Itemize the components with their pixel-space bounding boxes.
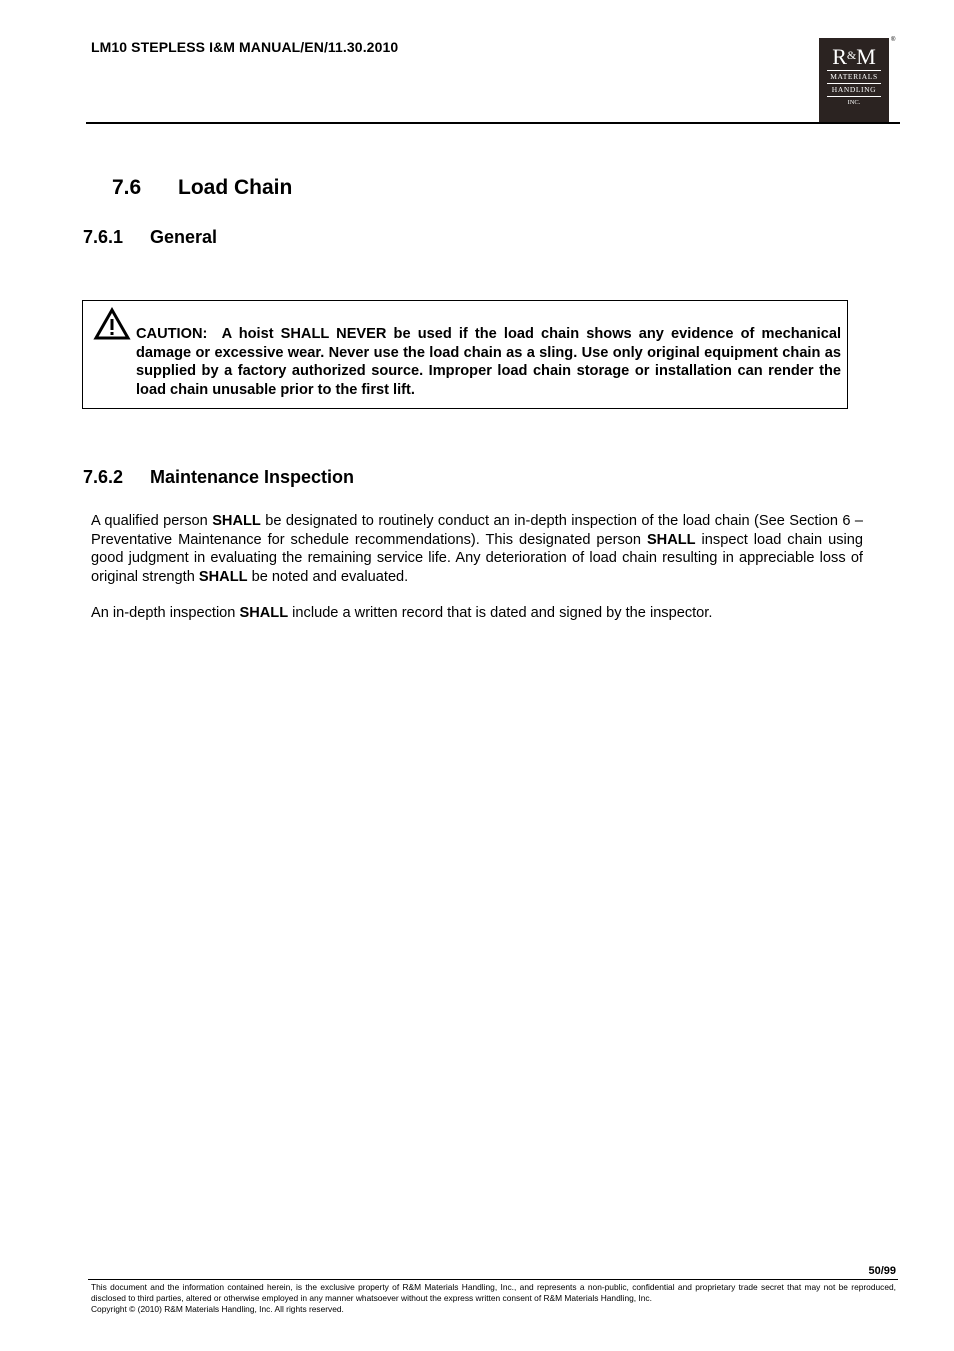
bold-shall: SHALL <box>198 568 248 585</box>
registered-mark: ® <box>891 37 896 43</box>
section-title: Load Chain <box>178 176 293 199</box>
logo-materials-text: MATERIALS <box>830 72 878 81</box>
warning-triangle-icon <box>93 307 131 341</box>
subsection-heading-maintenance-inspection <box>83 467 354 488</box>
text-run: A qualified person <box>91 513 213 529</box>
footer-copyright: Copyright © (2010) R&M Materials Handling, Inc. All rights reserved. <box>91 1303 344 1314</box>
paragraph-record <box>91 604 863 623</box>
text-run: be noted and evaluated. <box>247 568 409 585</box>
subsection-number: 7.6.2 <box>83 467 124 487</box>
caution-text <box>136 325 841 399</box>
bold-shall: SHALL <box>239 605 289 621</box>
paragraph-inspection <box>91 512 863 586</box>
footer-legal-text: This document and the information contained herein, is the exclusive property of R&M Materials Handling, Inc., and represents a non-public, confidential and proprietary trade secret that may not be reproduced, disclosed to third parties, altered or otherwise employed in any manner whatsoever without the express written consent of R&M Materials Handling, Inc. <box>91 1282 896 1303</box>
subsection-title: General <box>150 227 218 247</box>
bold-shall: SHALL <box>646 531 696 548</box>
logo-inc-text: INC. <box>847 99 861 106</box>
footer-legal <box>91 1282 896 1314</box>
text-run: be designated to routinely conduct an in-depth inspection of the load chain (See Section 6 – Preventative Maintenance for schedule recommendations). This designated person <box>91 513 864 548</box>
page-number: 50/99 <box>868 1265 896 1277</box>
text-run: An in-depth inspection <box>91 605 240 621</box>
text-run: include a written record that is dated and signed by the inspector. <box>288 605 713 621</box>
text-run: inspect load chain using good judgment in evaluating the remaining service life. Any deterioration of load chain resulting in appreciable loss of original strength <box>91 531 863 585</box>
caution-box <box>82 300 848 409</box>
subsection-title: Maintenance Inspection <box>150 467 355 487</box>
logo-rm-text: R&M <box>832 44 876 69</box>
footer-divider <box>88 1279 898 1280</box>
section-number: 7.6 <box>112 176 142 199</box>
caution-label: CAUTION: <box>136 326 208 342</box>
bold-shall: SHALL <box>212 513 261 529</box>
subsection-number: 7.6.1 <box>83 227 124 247</box>
logo-handling-text: HANDLING <box>831 85 877 94</box>
section-heading <box>112 176 292 200</box>
document-header-title: LM10 STEPLESS I&M MANUAL/EN/11.30.2010 <box>91 39 399 55</box>
subsection-heading-general <box>83 227 217 248</box>
header-divider <box>86 122 900 124</box>
caution-body: A hoist SHALL NEVER be used if the load chain shows any evidence of mechanical damage or excessive wear. Never use the load chain as a sling. Use only original equipment chain as supplied by a factory authorized source. Improper load chain storage or installation can render the load chain unusable prior to the first lift. <box>136 326 842 398</box>
rm-logo <box>819 38 889 122</box>
